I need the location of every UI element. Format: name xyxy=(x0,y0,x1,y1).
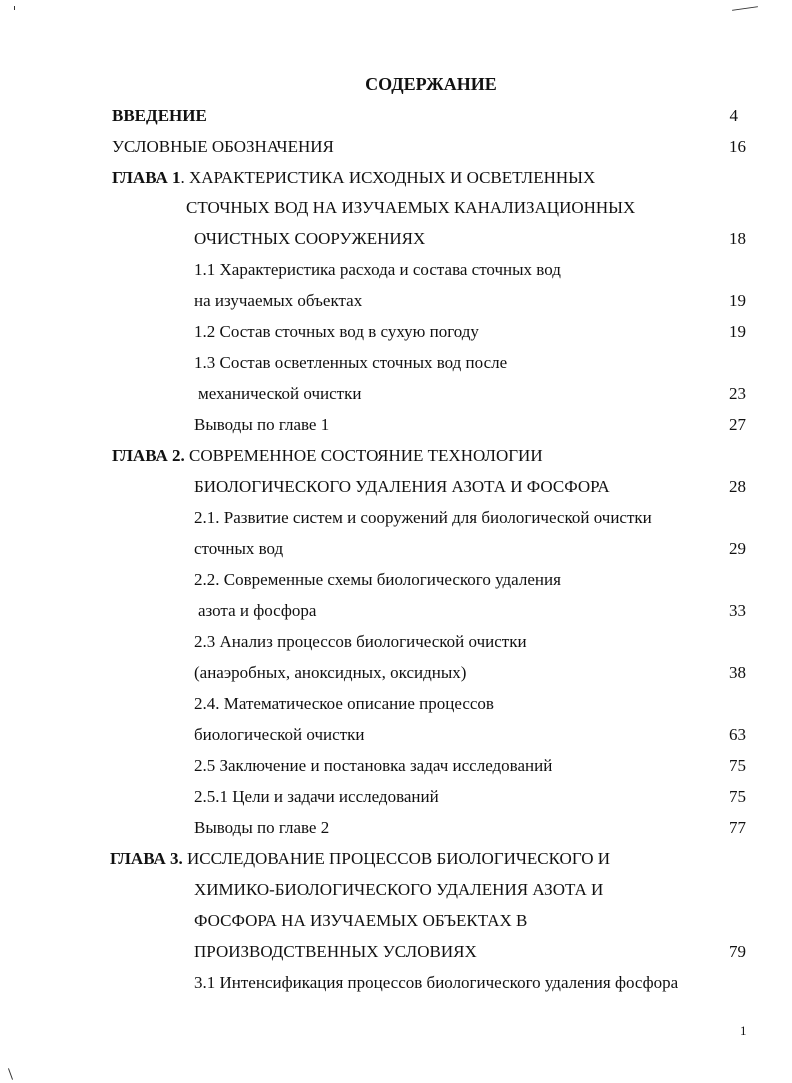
toc-page-number: 75 xyxy=(729,787,746,806)
toc-entry[interactable]: 2.1. Развитие систем и сооружений для биологической очистки xyxy=(194,508,652,527)
toc-entry[interactable]: Выводы по главе 2 xyxy=(194,818,330,837)
toc-entry[interactable]: 2.3 Анализ процессов биологической очистки xyxy=(194,632,527,651)
toc-page-number: 16 xyxy=(729,137,746,156)
toc-entry[interactable]: биологической очистки xyxy=(194,725,365,744)
toc-entry[interactable]: 2.5.1 Цели и задачи исследований xyxy=(194,787,439,806)
toc-chapter-heading[interactable] xyxy=(112,446,543,466)
toc-entry[interactable]: механической очистки xyxy=(198,384,362,403)
scan-artifact xyxy=(14,6,15,10)
toc-entry[interactable]: 1.2 Состав сточных вод в сухую погоду xyxy=(194,322,479,341)
toc-page-number: 27 xyxy=(729,415,746,434)
toc-page-number: 33 xyxy=(729,601,746,620)
toc-entry[interactable]: на изучаемых объектах xyxy=(194,291,363,310)
toc-entry[interactable]: ОЧИСТНЫХ СООРУЖЕНИЯХ xyxy=(194,229,426,248)
toc-entry[interactable]: СТОЧНЫХ ВОД НА ИЗУЧАЕМЫХ КАНАЛИЗАЦИОННЫХ xyxy=(186,198,636,217)
toc-page-number: 4 xyxy=(729,106,738,125)
toc-entry[interactable]: ВВЕДЕНИЕ xyxy=(112,106,207,125)
toc-entry[interactable]: Выводы по главе 1 xyxy=(194,415,330,434)
toc-page-number: 77 xyxy=(729,818,746,837)
toc-page-number: 63 xyxy=(729,725,746,744)
chapter-title: СОВРЕМЕННОЕ СОСТОЯНИЕ ТЕХНОЛОГИИ xyxy=(184,446,543,465)
toc-entry[interactable]: 2.4. Математическое описание процессов xyxy=(194,694,494,713)
toc-page-number: 29 xyxy=(729,539,746,558)
toc-page-number: 23 xyxy=(729,384,746,403)
toc-entry[interactable]: 1.1 Характеристика расхода и состава сточных вод xyxy=(194,260,561,279)
toc-chapter-heading[interactable] xyxy=(112,168,595,188)
toc-entry[interactable]: ХИМИКО-БИОЛОГИЧЕСКОГО УДАЛЕНИЯ АЗОТА И xyxy=(194,880,604,899)
toc-entry[interactable]: ПРОИЗВОДСТВЕННЫХ УСЛОВИЯХ xyxy=(194,942,477,961)
toc-page-number: 75 xyxy=(729,756,746,775)
toc-entry[interactable]: сточных вод xyxy=(194,539,284,558)
chapter-title: ИССЛЕДОВАНИЕ ПРОЦЕССОВ БИОЛОГИЧЕСКОГО И xyxy=(182,849,611,868)
toc-page-number: 38 xyxy=(729,663,746,682)
page-title: СОДЕРЖАНИЕ xyxy=(365,74,497,94)
chapter-label: ГЛАВА 3. xyxy=(110,849,183,868)
toc-entry[interactable]: (анаэробных, аноксидных, оксидных) xyxy=(194,663,467,682)
chapter-title: . ХАРАКТЕРИСТИКА ИСХОДНЫХ И ОСВЕТЛЕННЫХ xyxy=(180,168,596,187)
toc-entry[interactable]: 2.5 Заключение и постановка задач исследований xyxy=(194,756,553,775)
toc-entry[interactable]: ФОСФОРА НА ИЗУЧАЕМЫХ ОБЪЕКТАХ В xyxy=(194,911,528,930)
toc-page-number: 28 xyxy=(729,477,746,496)
page-number: 1 xyxy=(740,1023,747,1038)
toc-entry[interactable]: 3.1 Интенсификация процессов биологического удаления фосфора xyxy=(194,973,679,992)
toc-chapter-heading[interactable] xyxy=(110,849,610,869)
toc-entry[interactable]: БИОЛОГИЧЕСКОГО УДАЛЕНИЯ АЗОТА И ФОСФОРА xyxy=(194,477,610,496)
toc-page-number: 18 xyxy=(729,229,746,248)
scan-artifact xyxy=(732,6,758,11)
toc-entry[interactable]: 2.2. Современные схемы биологического удаления xyxy=(194,570,561,589)
toc-page-number: 19 xyxy=(729,322,746,341)
toc-entry[interactable]: азота и фосфора xyxy=(198,601,317,620)
toc-page-number: 19 xyxy=(729,291,746,310)
chapter-label: ГЛАВА 2. xyxy=(112,446,185,465)
chapter-label: ГЛАВА 1 xyxy=(112,168,181,187)
toc-entry[interactable]: УСЛОВНЫЕ ОБОЗНАЧЕНИЯ xyxy=(112,137,334,156)
toc-entry[interactable]: 1.3 Состав осветленных сточных вод после xyxy=(194,353,508,372)
toc-page-number: 79 xyxy=(729,942,746,961)
scan-artifact xyxy=(8,1068,13,1080)
